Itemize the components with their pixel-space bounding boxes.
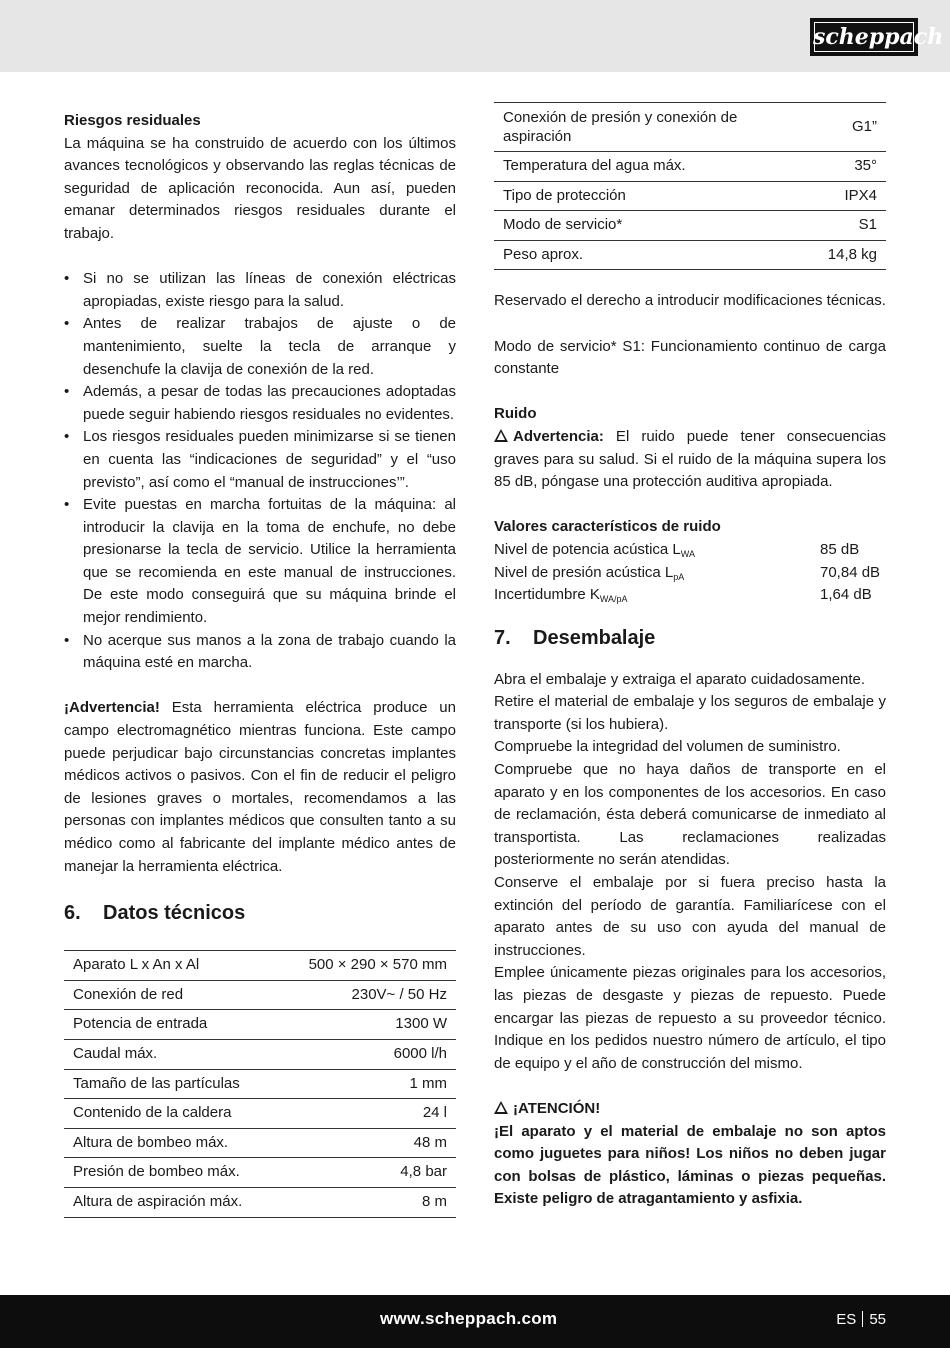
section-7-heading [494, 625, 886, 651]
section-title: Datos técnicos [103, 902, 246, 925]
spec-value: 500 × 290 × 570 mm [278, 951, 456, 981]
residual-risks-heading: Riesgos residuales [64, 112, 201, 129]
table-row [64, 1099, 456, 1129]
table-row [64, 1069, 456, 1099]
table-row [64, 1128, 456, 1158]
list-item: • Además, a pesar de todas las precauciones adoptadas puede seguir habiendo riesgos residuales no evidentes. [64, 381, 456, 426]
spec-label: Modo de servicio* [494, 211, 754, 241]
language-code: ES [836, 1311, 857, 1328]
spec-value: 48 m [278, 1128, 456, 1158]
spec-label: Conexión de presión y conexión de aspiración [494, 103, 754, 152]
spec-label: Tipo de protección [494, 181, 754, 211]
unpack-paragraph: Retire el material de embalaje y los seguros de embalaje y transporte (si los hubiera). [494, 693, 886, 733]
spec-label: Tamaño de las partículas [64, 1069, 278, 1099]
table-row [64, 1187, 456, 1217]
left-column [64, 110, 456, 1218]
noise-value-row [494, 539, 886, 562]
spec-value: 6000 l/h [278, 1039, 456, 1069]
page-indicator [836, 1311, 886, 1328]
section-title: Desembalaje [533, 626, 656, 649]
scheppach-logo: scheppach [810, 18, 918, 56]
spec-value: S1 [754, 211, 886, 241]
spec-value: 35° [754, 152, 886, 182]
table-row [64, 1039, 456, 1069]
attention-text: ¡El aparato y el material de embalaje no son aptos como juguetes para niños! Los niños no deben jugar con bolsas de plástico, láminas o piezas pequeñas. Existe peligro de atragantamiento y asfixia. [494, 1122, 886, 1208]
table-row [494, 211, 886, 241]
page-footer [0, 1295, 950, 1348]
spec-value: IPX4 [754, 181, 886, 211]
spec-value: 8 m [278, 1187, 456, 1217]
table-row [64, 980, 456, 1010]
list-item: • Los riesgos residuales pueden minimizarse si se tienen en cuenta las “indicaciones de seguridad” y el “uso previsto”, así como el “manual de instrucciones’”. [64, 426, 456, 494]
spec-value: 1300 W [278, 1010, 456, 1040]
unpack-paragraph: Compruebe la integridad del volumen de suministro. [494, 738, 841, 756]
section-number: 6. [64, 902, 81, 925]
spec-value: 14,8 kg [754, 240, 886, 270]
spec-value: G1” [754, 103, 886, 152]
spec-label: Peso aprox. [494, 240, 754, 270]
technical-data-table [64, 950, 456, 1217]
emf-warning-label: ¡Advertencia! [64, 699, 160, 717]
section-6-heading [64, 900, 456, 926]
noise-warning [494, 426, 886, 494]
list-item: • No acerque sus manos a la zona de trabajo cuando la máquina esté en marcha. [64, 630, 456, 675]
table-row [64, 1158, 456, 1188]
spec-value: 1 mm [278, 1069, 456, 1099]
noise-warning-label: Advertencia: [513, 427, 604, 445]
spec-label: Contenido de la caldera [64, 1099, 278, 1129]
noise-value-label: Nivel de potencia acústica $L_{WA}$ [494, 540, 695, 559]
residual-risks-intro: La máquina se ha construido de acuerdo con los últimos avances tecnológicos y observando las reglas técnicas de seguridad de aplicación reconocida. Aun así, pueden emanar determinados riesgos residuales durante el trabajo. [64, 134, 456, 242]
noise-value: 1,64 dB [820, 586, 872, 604]
emf-warning [64, 697, 456, 878]
noise-value-row [494, 562, 886, 585]
right-column [494, 102, 886, 1211]
spec-label: Presión de bombeo máx. [64, 1158, 278, 1188]
list-item: • Si no se utilizan las líneas de conexión eléctricas apropiadas, existe riesgo para la salud. [64, 268, 456, 313]
table-row [64, 1010, 456, 1040]
noise-value: 85 dB [820, 540, 860, 558]
warning-triangle-icon [494, 429, 508, 442]
section-number: 7. [494, 626, 511, 649]
noise-warning-text: El ruido puede tener consecuencias graves para su salud. Si el ruido de la máquina supera los 85 dB, póngase una protección auditiva apropiada. [494, 427, 886, 491]
spec-label: Temperatura del agua máx. [494, 152, 754, 182]
noise-value: 70,84 dB [820, 563, 881, 581]
unpack-paragraph: Abra el embalaje y extraiga el aparato cuidadosamente. [494, 670, 866, 688]
website-url: www.scheppach.com [380, 1309, 558, 1328]
list-item: • Evite puestas en marcha fortuitas de la máquina: al introducir la clavija en la toma de enchufe, no debe presionarse la tecla de servicio. Utilice la herramienta que se recomienda en este manual de instrucciones. De este modo conseguirá que su máquina brinde el mejor rendimiento. [64, 494, 456, 630]
noise-values-heading: Valores característicos de ruido [494, 518, 721, 536]
emf-warning-text: Esta herramienta eléctrica produce un campo electromagnético mientras funciona. Este campo puede perjudicar bajo circunstancias concretas implantes médicos activos o pasivos. Con el fin de reducir el peligro de lesiones graves o mortales, recomendamos a las personas con implantes médicos que consulten tanto a su médico como al fabricante del implante médico antes de manejar la herramienta eléctrica. [64, 699, 456, 875]
spec-label: Conexión de red [64, 980, 278, 1010]
noise-value-row [494, 584, 886, 607]
unpack-paragraph: Conserve el embalaje por si fuera preciso hasta la extinción del período de garantía. Familiarícese con el aparato antes de su uso con ayuda del manual de instrucciones. [494, 874, 886, 959]
table-row [494, 103, 886, 152]
table-row [494, 152, 886, 182]
residual-risks-list [64, 268, 456, 675]
spec-label: Caudal máx. [64, 1039, 278, 1069]
spec-label: Potencia de entrada [64, 1010, 278, 1040]
warning-triangle-icon [494, 1101, 508, 1114]
table-row [494, 181, 886, 211]
spec-label: Aparato L x An x Al [64, 951, 278, 981]
noise-value-label: Nivel de presión acústica $L_{pA}$ [494, 563, 685, 582]
noise-heading: Ruido [494, 405, 537, 423]
unpack-paragraph: Compruebe que no haya daños de transporte en el aparato y en los componentes de los accesorios. En caso de reclamación, ésta deberá comunicarse de inmediato al transportista. Las reclamaciones realizadas posteriormente no serán atendidas. [494, 761, 886, 869]
attention-heading: ¡ATENCIÓN! [494, 1098, 886, 1121]
technical-data-table-continued [494, 102, 886, 270]
reserved-note: Reservado el derecho a introducir modificaciones técnicas. [494, 292, 886, 310]
spec-value: 4,8 bar [278, 1158, 456, 1188]
spec-value: 230V~ / 50 Hz [278, 980, 456, 1010]
page-number: 55 [869, 1311, 886, 1328]
page-header [0, 0, 950, 72]
table-row [494, 240, 886, 270]
spec-label: Altura de bombeo máx. [64, 1128, 278, 1158]
unpack-paragraph: Emplee únicamente piezas originales para los accesorios, las piezas de desgaste y piezas de repuesto. Puede encargar las piezas de repuesto a su proveedor técnico. Indique en los pedidos nuestro número de artículo, el tipo de equipo y el año de construcción del mismo. [494, 964, 886, 1072]
spec-value: 24 l [278, 1099, 456, 1129]
list-item: • Antes de realizar trabajos de ajuste o de mantenimiento, suelte la tecla de arranque y desenchufe la clavija de conexión de la red. [64, 313, 456, 381]
noise-value-label: Incertidumbre $K_{WA/pA}$ [494, 586, 628, 605]
table-row [64, 951, 456, 981]
operating-mode-note: Modo de servicio* S1: Funcionamiento continuo de carga constante [494, 337, 886, 378]
spec-label: Altura de aspiración máx. [64, 1187, 278, 1217]
